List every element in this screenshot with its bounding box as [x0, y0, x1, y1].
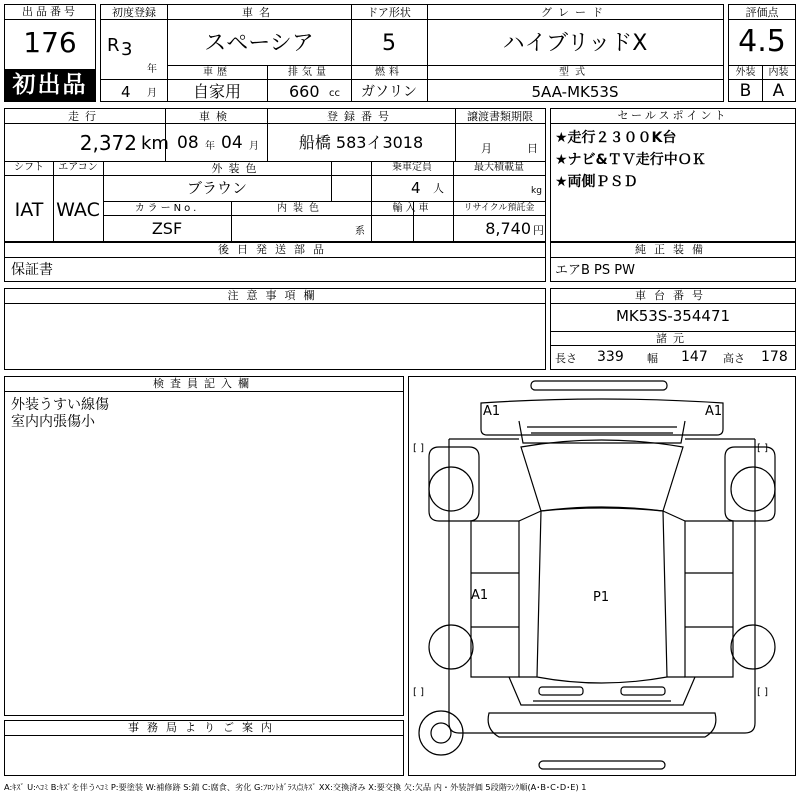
- capacity-value: 4: [411, 179, 421, 197]
- chassis-box: [550, 288, 796, 370]
- office-label: 事務局よりご案内: [5, 721, 403, 736]
- damage-mark: A1: [483, 404, 501, 419]
- width-label: 幅: [647, 352, 658, 365]
- transfer-month-unit: 月: [481, 142, 492, 155]
- transfer-label: 譲渡書類期限: [467, 110, 533, 123]
- lot-label: 出品番号: [5, 5, 95, 20]
- ext-color-label: 外装色: [211, 162, 263, 175]
- inspection-label: 車検: [199, 110, 233, 123]
- car-name-value: スペーシア: [204, 31, 314, 56]
- shift-value: IAT: [14, 199, 44, 221]
- mileage-unit: km: [141, 133, 169, 154]
- first-reg-era: R: [107, 35, 120, 56]
- later-parts-value: 保証書: [11, 262, 53, 278]
- first-listing-badge: 初出品: [5, 69, 95, 101]
- capacity-label: 乗車定員: [392, 162, 432, 173]
- mileage-value: 2,372: [79, 131, 137, 155]
- damage-mark: A1: [471, 588, 489, 603]
- bracket-mark: [ ]: [757, 443, 768, 454]
- length-label: 長さ: [555, 352, 577, 365]
- later-parts-box: [4, 242, 546, 282]
- score-value: 4.5: [738, 24, 786, 59]
- inspector-label: 検査員記入欄: [5, 377, 403, 392]
- bracket-mark: [ ]: [757, 687, 768, 698]
- sales-point-item: ★走行２３００K台: [555, 130, 677, 146]
- sales-point-item: ★両側ＰＳＤ: [555, 174, 638, 190]
- height-value: 178: [761, 349, 788, 365]
- displacement-unit: cc: [329, 88, 340, 99]
- equipment-label: 純正装備: [551, 243, 795, 258]
- inspector-note: 外装うすい線傷: [11, 397, 109, 413]
- import-label: 輸入車: [392, 203, 432, 214]
- damage-mark: A1: [705, 404, 723, 419]
- inspection-month-unit: 月: [249, 141, 259, 152]
- score-box: [728, 4, 796, 102]
- door-label: ドア形状: [367, 6, 411, 19]
- score-label: 評価点: [745, 6, 779, 19]
- ext-grade-label: 外装: [735, 67, 756, 78]
- shift-label: シフト: [14, 162, 44, 173]
- int-grade-value: A: [772, 81, 785, 101]
- later-parts-label: 後日発送部品: [5, 243, 545, 258]
- recycle-unit: 円: [533, 224, 544, 237]
- model-value: 5AA-MK53S: [531, 83, 619, 101]
- fuel-value: ガソリン: [361, 84, 417, 100]
- int-grade-label: 内装: [768, 67, 789, 78]
- history-value: 自家用: [192, 82, 241, 101]
- ext-color-value: ブラウン: [186, 179, 247, 197]
- sales-points-label: セールスポイント: [551, 109, 795, 124]
- spec-box: [100, 4, 724, 102]
- door-value: 5: [382, 31, 396, 56]
- length-value: 339: [597, 349, 624, 365]
- first-reg-month-unit: 月: [147, 88, 157, 99]
- color-no-value: ZSF: [151, 219, 183, 238]
- inspector-box: [4, 376, 404, 716]
- first-reg-label: 初度登録: [112, 6, 156, 19]
- aircon-value: WAC: [56, 199, 100, 221]
- grade-label: グレード: [541, 6, 609, 19]
- inspector-note: 室内内張傷小: [11, 414, 95, 430]
- car-name-label: 車名: [242, 6, 276, 19]
- mileage-label: 走行: [68, 110, 102, 123]
- transfer-day-unit: 日: [527, 142, 538, 155]
- recycle-label: リサイクル預託金: [463, 203, 535, 213]
- chassis-label: 車台番号: [551, 289, 795, 304]
- capacity-unit: 人: [433, 182, 444, 195]
- max-load-label: 最大積載量: [474, 162, 524, 173]
- car-diagram: [408, 376, 796, 776]
- plate-value: 船橋 583イ3018: [298, 133, 424, 152]
- bracket-mark: [ ]: [413, 443, 424, 454]
- displacement-label: 排気量: [288, 67, 330, 78]
- inspection-year: 08: [177, 133, 199, 153]
- notes-box: [4, 288, 546, 370]
- width-value: 147: [681, 349, 708, 365]
- int-color-label: 内装色: [277, 203, 325, 214]
- grade-value: ハイブリッドX: [502, 31, 648, 56]
- sales-point-item: ★ナビ&ＴＶ走行中ＯＫ: [555, 152, 706, 168]
- sales-points-box: [550, 108, 796, 242]
- car-diagram-svg: [409, 377, 795, 775]
- lot-box: [4, 4, 96, 102]
- first-reg-month: 4: [121, 83, 131, 101]
- first-reg-year-unit: 年: [147, 64, 157, 75]
- office-box: [4, 720, 404, 776]
- bracket-mark: [ ]: [413, 687, 424, 698]
- equipment-value: エアB PS PW: [555, 263, 635, 278]
- notes-label: 注意事項欄: [5, 289, 545, 304]
- dims-label: 諸元: [656, 332, 690, 345]
- equipment-box: [550, 242, 796, 282]
- legend-text: A:ｷｽﾞ U:ﾍｺﾐ B:ｷｽﾞを伴うﾍｺﾐ P:要塗装 W:補修跡 S:錆 C:腐食、劣化 G:ﾌﾛﾝﾄｶﾞﾗｽ点ｷｽﾞ XX:交換済み X:要交換 欠:欠品 内・外装評価 5段階ﾗﾝｸ順(A･B･C･D･E) 1: [4, 782, 587, 792]
- inspection-year-unit: 年: [205, 141, 215, 152]
- history-label: 車歴: [203, 67, 231, 78]
- inspection-month: 04: [221, 133, 243, 153]
- lot-number: 176: [23, 26, 77, 59]
- displacement-value: 660: [289, 82, 320, 101]
- ext-grade-value: B: [739, 81, 752, 101]
- details-box: [4, 108, 546, 242]
- int-color-suffix: 系: [355, 226, 365, 237]
- max-load-unit: kg: [531, 186, 542, 196]
- recycle-value: 8,740: [485, 219, 531, 238]
- chassis-value: MK53S-354471: [615, 307, 731, 325]
- damage-mark: P1: [593, 590, 610, 605]
- fuel-label: 燃料: [375, 67, 403, 78]
- plate-label: 登録番号: [327, 110, 395, 123]
- height-label: 高さ: [723, 352, 745, 365]
- first-reg-year: 3: [121, 39, 133, 60]
- aircon-label: エアコン: [58, 162, 98, 173]
- model-label: 型式: [559, 67, 591, 78]
- color-no-label: カラーNo.: [134, 203, 200, 214]
